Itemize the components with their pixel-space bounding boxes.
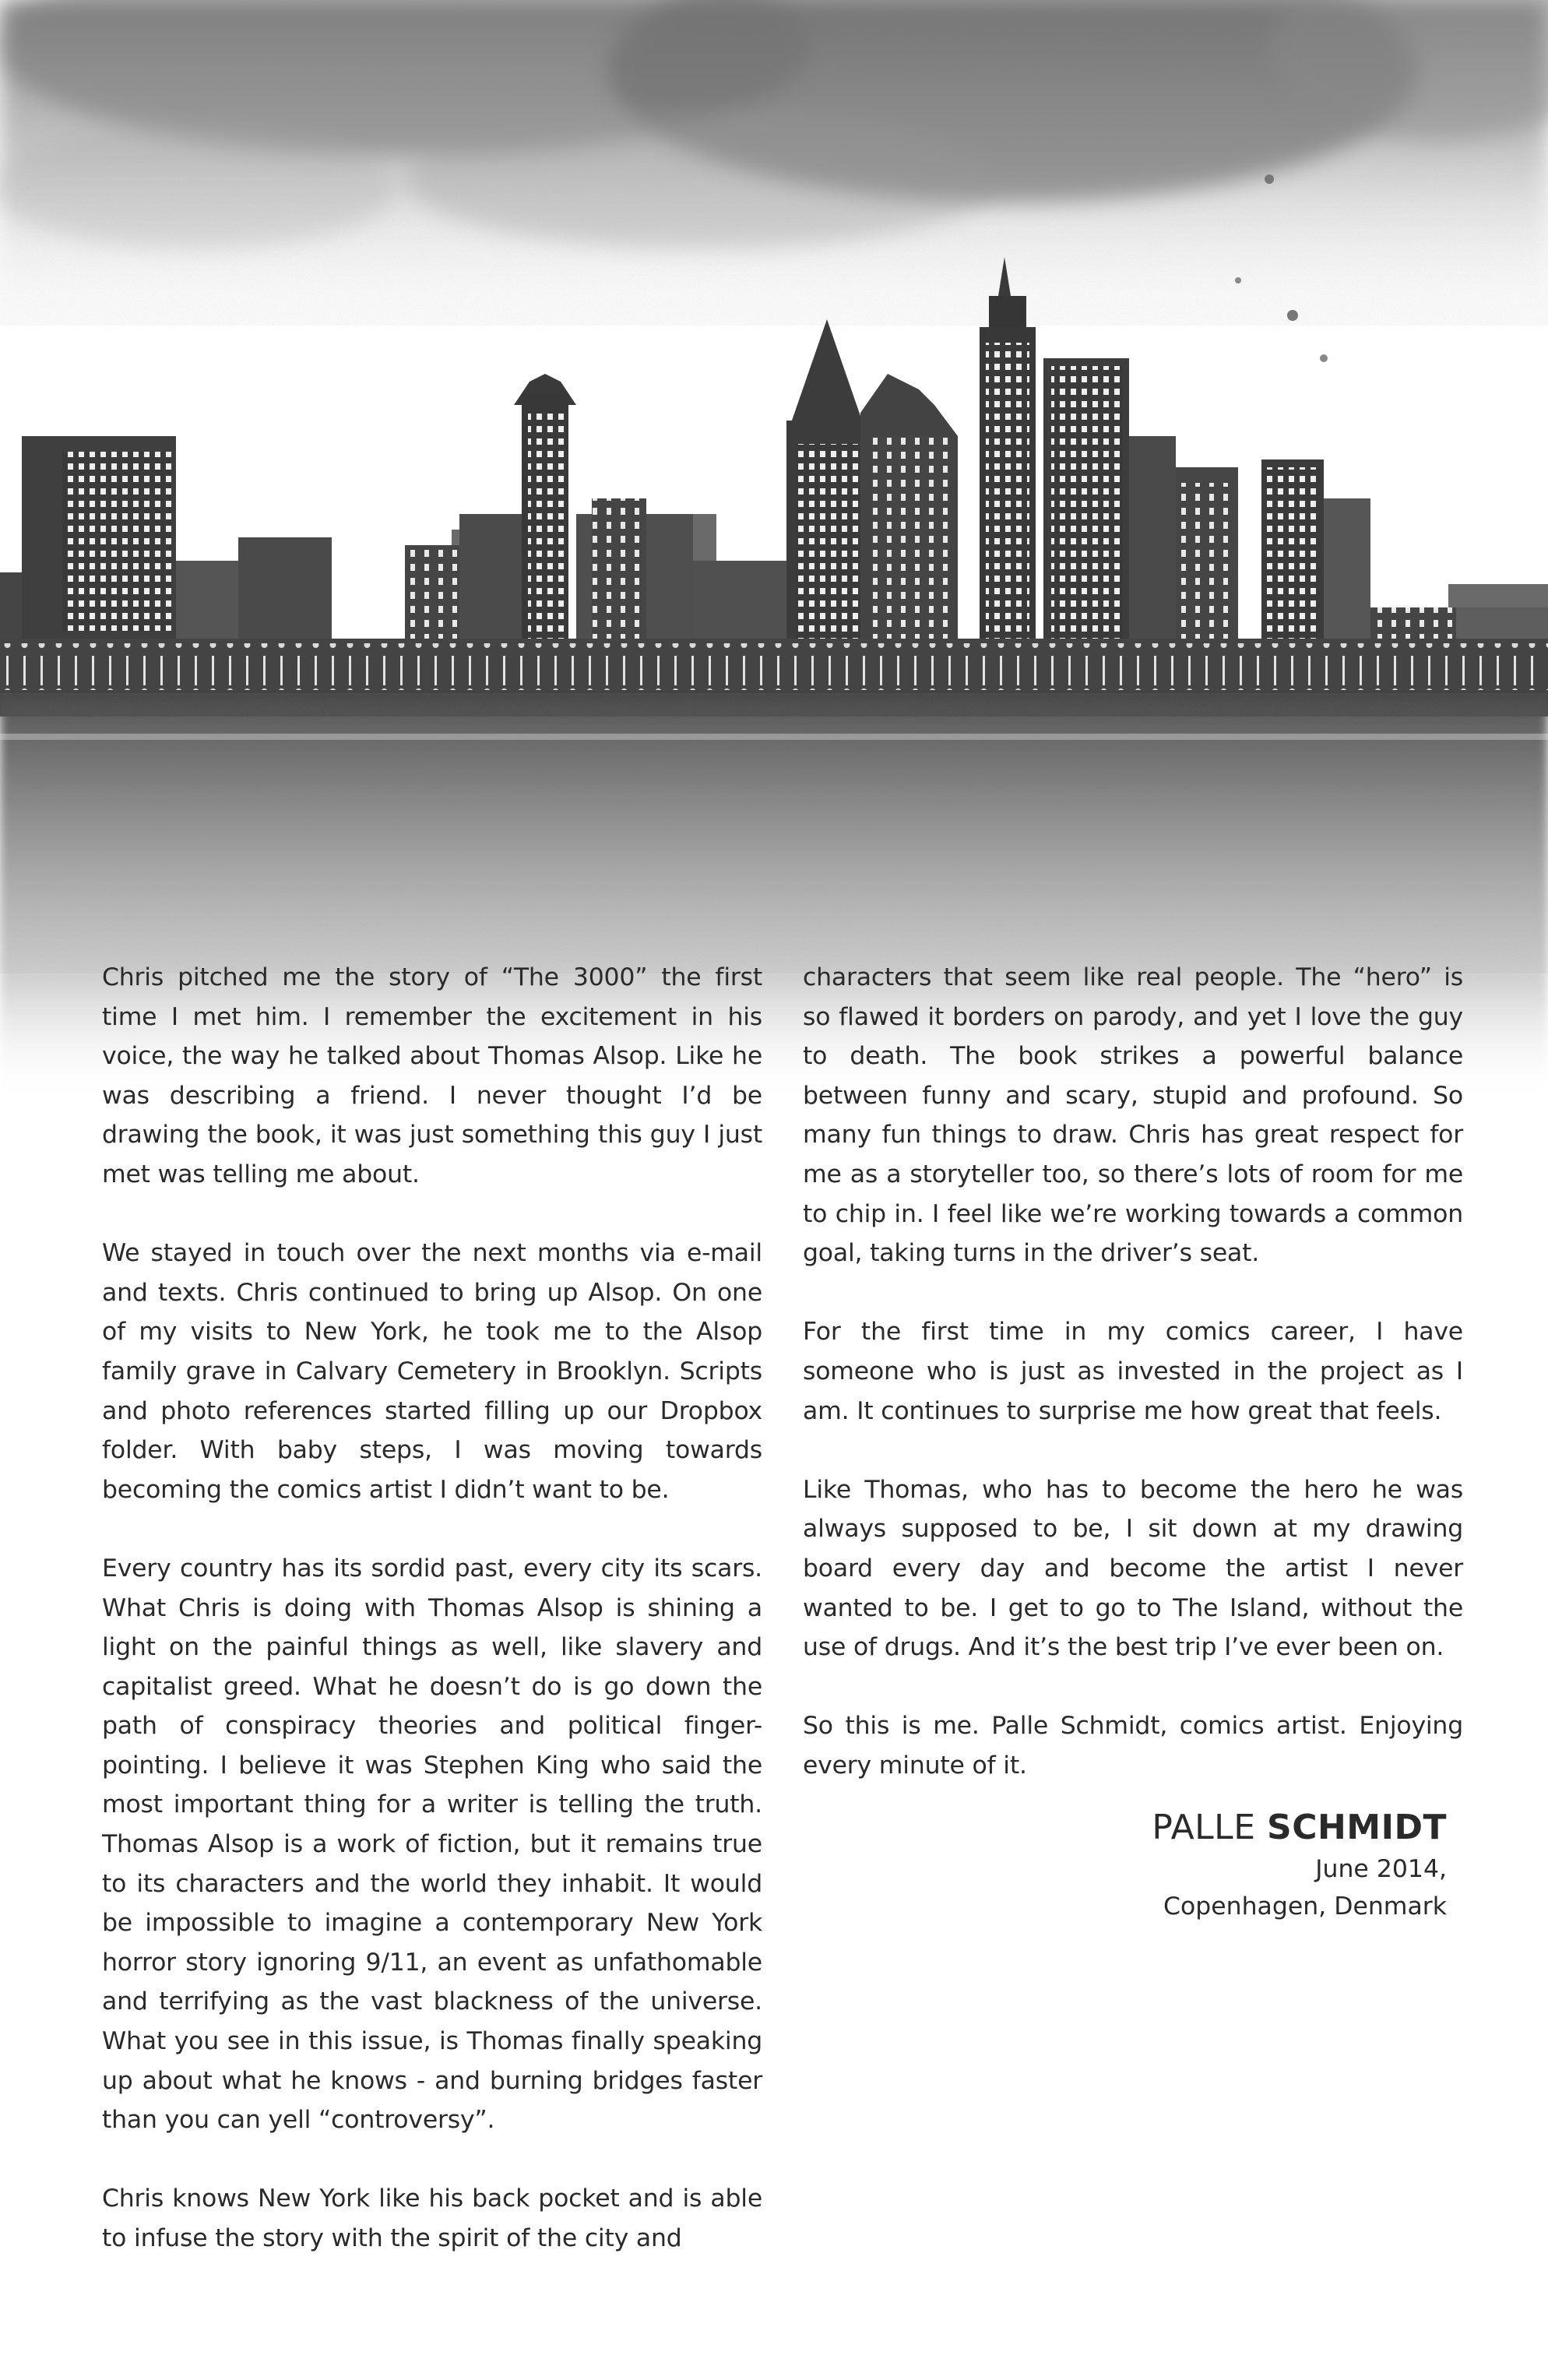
paragraph: We stayed in touch over the next months via e-mail and texts. Chris continued to bring up Alsop. On one of my visits to New York, he took me to the Alsop family grave in Calvary Cemetery in Brooklyn. Scripts and photo references started filling up our Dropbox folder. With baby steps, I was moving towards becoming the comics artist I didn’t want to be.: [102, 1239, 762, 1504]
author-first-name: PALLE: [1152, 1808, 1256, 1847]
paragraph: Chris pitched me the story of “The 3000” the first time I met him. I remember the excitement in his voice, the way he talked about Thomas Alsop. Like he was describing a friend. I never thought I’d be drawing the book, it was just something this guy I just met was telling me about.: [102, 963, 762, 1188]
signature-date: June 2014,: [1315, 1855, 1447, 1883]
signature-location: Copenhagen, Denmark: [1163, 1892, 1447, 1921]
left-text-column: [102, 958, 762, 2297]
right-text-column: [803, 958, 1463, 1825]
paragraph: Like Thomas, who has to become the hero he was always supposed to be, I sit down at my drawing board every day and become the artist I never wanted to be. I get to go to The Island, without the use of drugs. And it’s the best trip I’ve ever been on.: [803, 1475, 1463, 1662]
sky-watercolor: [0, 0, 1548, 362]
author-last-name: SCHMIDT: [1267, 1808, 1447, 1847]
paragraph: For the first time in my comics career, I have someone who is just as invested in the project as I am. It continues to surprise me how great that feels.: [803, 1318, 1463, 1425]
paragraph: Chris knows New York like his back pocket and is able to infuse the story with the spirit of the city and: [102, 2185, 762, 2252]
paragraph: So this is me. Palle Schmidt, comics artist. Enjoying every minute of it.: [803, 1712, 1463, 1780]
city-skyline-illustration: [0, 0, 1548, 1106]
author-signature: [1152, 1805, 1447, 1925]
paragraph: characters that seem like real people. The “hero” is so flawed it borders on parody, and yet I love the guy to death. The book strikes a powerful balance between funny and scary, stupid and profound. So many fun things to draw. Chris has great respect for me as a storyteller too, so there’s lots of room for me to chip in. I feel like we’re working towards a common goal, taking turns in the driver’s seat.: [803, 963, 1463, 1268]
author-name: [1152, 1805, 1447, 1850]
paragraph: Every country has its sordid past, every city its scars. What Chris is doing with Thomas Alsop is shining a light on the painful things as well, like slavery and capitalist greed. What he doesn’t do is go down the path of conspiracy theories and political finger-pointing. I believe it was Stephen King who said the most important thing for a writer is telling the truth. Thomas Alsop is a work of fiction, but it remains true to its characters and the world they inhabit. It would be impossible to imagine a contemporary New York horror story ignoring 9/11, an event as unfathomable and terrifying as the vast blackness of the universe. What you see in this issue, is Thomas finally speaking up about what he knows - and burning bridges faster than you can yell “controversy”.: [102, 1554, 762, 2135]
